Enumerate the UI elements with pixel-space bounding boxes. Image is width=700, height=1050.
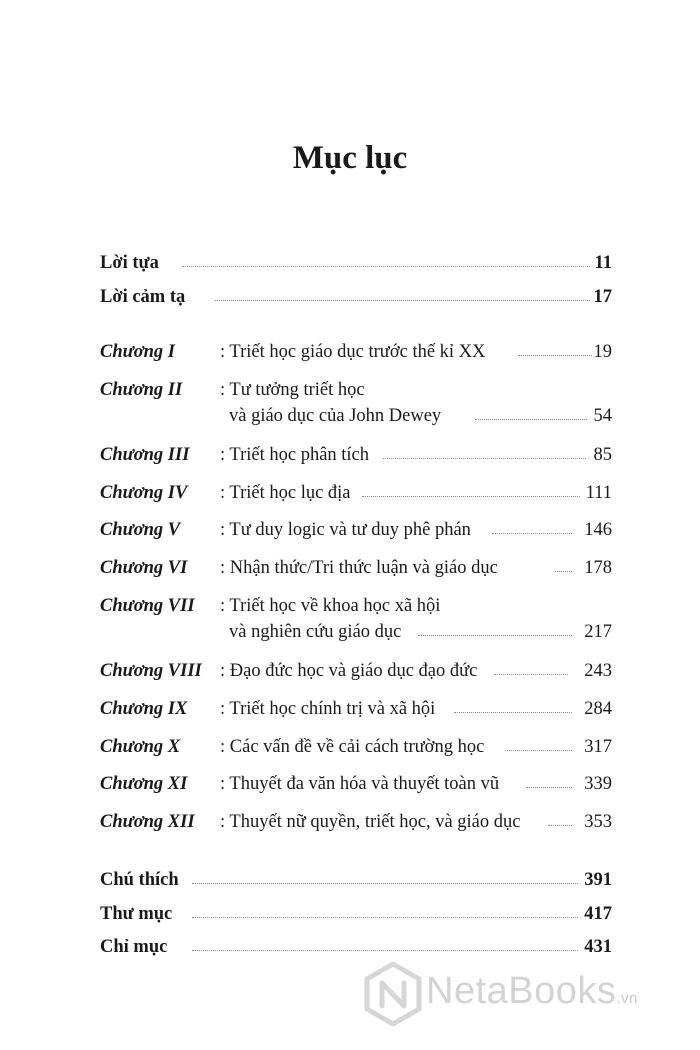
toc-entry-foreword[interactable] (100, 251, 612, 275)
dot-leader (526, 787, 572, 788)
toc-entry-label: Thư mục (100, 904, 173, 924)
chapter-title: : Các vấn đề về cải cách trường học (220, 737, 485, 757)
chapter-label: Chương VIII (100, 661, 202, 681)
dot-leader (362, 496, 580, 497)
dot-leader (518, 355, 592, 356)
dot-leader (192, 917, 578, 918)
chapter-page: 284 (584, 699, 612, 719)
toc-entry-page: 431 (584, 937, 612, 957)
watermark-text (426, 970, 638, 1013)
toc-entry-chapter-3[interactable] (100, 443, 612, 467)
n-logo-icon (364, 962, 422, 1026)
toc-entry-chapter-10[interactable] (100, 735, 612, 759)
dot-leader (548, 825, 572, 826)
chapter-title: : Triết học lục địa (220, 483, 351, 503)
toc-entry-chapter-9[interactable] (100, 697, 612, 721)
toc-entry-notes[interactable] (100, 868, 612, 892)
chapter-title: : Triết học về khoa học xã hội (220, 596, 441, 616)
chapter-label: Chương VII (100, 596, 195, 616)
dot-leader (492, 533, 572, 534)
toc-entry-label: Lời cảm tạ (100, 287, 186, 307)
chapter-label: Chương XII (100, 812, 195, 832)
chapter-page: 85 (593, 445, 612, 465)
chapter-page: 54 (593, 406, 612, 426)
toc-entry-bibliography[interactable] (100, 902, 612, 926)
chapter-title: : Thuyết đa văn hóa và thuyết toàn vũ (220, 774, 500, 794)
toc-entry-chapter-1[interactable] (100, 340, 612, 364)
chapter-title: : Nhận thức/Tri thức luận và giáo dục (220, 558, 498, 578)
chapter-title-line2: và nghiên cứu giáo dục (229, 622, 402, 642)
chapter-title: : Đạo đức học và giáo dục đạo đức (220, 661, 478, 681)
chapter-label: Chương VI (100, 558, 188, 578)
chapter-page: 146 (584, 520, 612, 540)
chapter-page: 19 (593, 342, 612, 362)
toc-entry-acknowledgments[interactable] (100, 285, 612, 309)
chapter-label: Chương IX (100, 699, 188, 719)
dot-leader (192, 883, 578, 884)
chapter-label: Chương I (100, 342, 176, 362)
toc-entry-page: 11 (594, 253, 612, 273)
watermark-suffix: .vn (616, 990, 638, 1007)
chapter-page: 111 (585, 483, 612, 503)
chapter-title: : Tư duy logic và tư duy phê phán (220, 520, 471, 540)
dot-leader (494, 674, 568, 675)
dot-leader (383, 458, 586, 459)
watermark-brand: NetaBooks (426, 970, 617, 1012)
watermark-logo (364, 948, 700, 1038)
chapter-label: Chương IV (100, 483, 188, 503)
toc-entry-chapter-2[interactable] (100, 378, 612, 426)
chapter-label: Chương III (100, 445, 190, 465)
chapter-page: 317 (584, 737, 612, 757)
toc-entry-chapter-12[interactable] (100, 810, 612, 834)
chapter-label: Chương V (100, 520, 181, 540)
chapter-title: : Tư tưởng triết học (220, 380, 365, 400)
dot-leader (215, 300, 590, 301)
chapter-title: : Triết học phân tích (220, 445, 370, 465)
toc-entry-label: Lời tựa (100, 253, 159, 273)
toc-entry-label: Chú thích (100, 870, 179, 890)
chapter-label: Chương X (100, 737, 181, 757)
dot-leader (475, 419, 587, 420)
toc-entry-label: Chỉ mục (100, 937, 168, 957)
chapter-page: 178 (584, 558, 612, 578)
toc-entry-page: 17 (593, 287, 612, 307)
toc-entry-chapter-6[interactable] (100, 556, 612, 580)
dot-leader (555, 571, 572, 572)
chapter-page: 217 (584, 622, 612, 642)
chapter-page: 243 (584, 661, 612, 681)
chapter-label: Chương XI (100, 774, 188, 794)
page-title: Mục lục (292, 140, 408, 176)
toc-entry-chapter-4[interactable] (100, 481, 612, 505)
toc-entry-page: 391 (584, 870, 612, 890)
dot-leader (505, 750, 572, 751)
chapter-page: 339 (584, 774, 612, 794)
dot-leader (182, 266, 590, 267)
chapter-page: 353 (584, 812, 612, 832)
toc-entry-chapter-8[interactable] (100, 659, 612, 683)
toc-entry-page: 417 (584, 904, 612, 924)
chapter-label: Chương II (100, 380, 183, 400)
dot-leader (454, 712, 572, 713)
chapter-title: : Thuyết nữ quyền, triết học, và giáo dục (220, 812, 521, 832)
chapter-title-line2: và giáo dục của John Dewey (229, 406, 442, 426)
toc-entry-chapter-5[interactable] (100, 518, 612, 542)
dot-leader (418, 635, 572, 636)
toc-entry-chapter-11[interactable] (100, 772, 612, 796)
toc-entry-chapter-7[interactable] (100, 594, 612, 642)
chapter-title: : Triết học giáo dục trước thế kỉ XX (220, 342, 486, 362)
chapter-title: : Triết học chính trị và xã hội (220, 699, 436, 719)
